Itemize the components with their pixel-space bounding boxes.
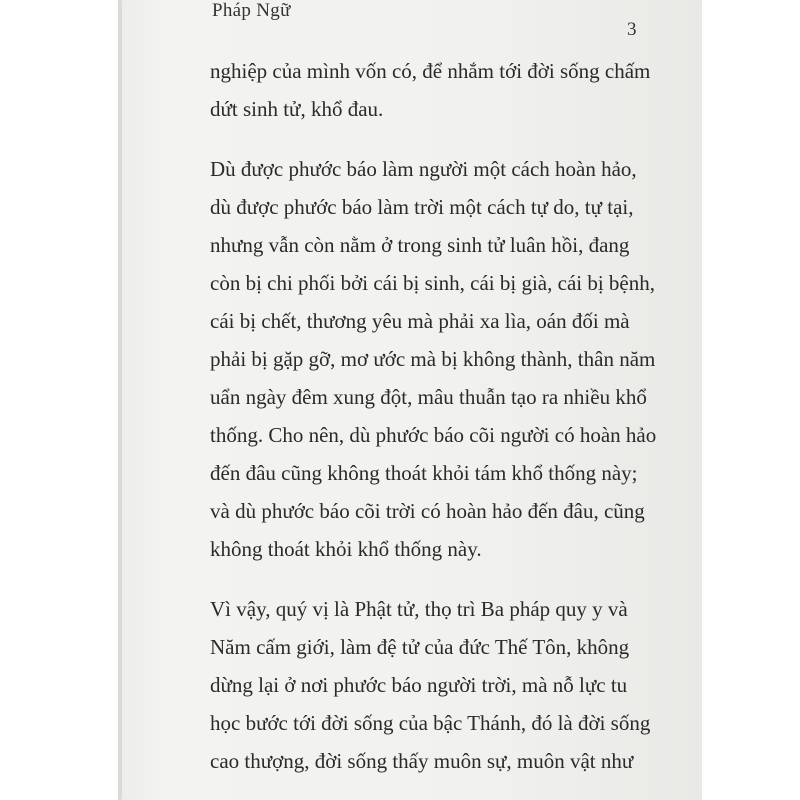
text-line: nhưng vẫn còn nằm ở trong sinh tử luân hồi, đang [210, 233, 630, 257]
text-line: Vì vậy, quý vị là Phật tử, thọ trì Ba pháp quy y và [210, 597, 628, 621]
text-line: nghiệp của mình vốn có, để nhắm tới đời sống chấm [210, 59, 651, 83]
background-left [0, 0, 118, 800]
text-line: dừng lại ở nơi phước báo người trời, mà nỗ lực tu [210, 673, 628, 697]
text-line: dù được phước báo làm trời một cách tự do, tự tại, [210, 195, 634, 219]
book-page [122, 0, 702, 800]
paragraph-1 [210, 52, 688, 128]
background-right [702, 0, 800, 800]
text-line: phải bị gặp gỡ, mơ ước mà bị không thành, thân năm [210, 347, 656, 371]
text-line: Dù được phước báo làm người một cách hoàn hảo, [210, 157, 637, 181]
body-text [210, 52, 688, 800]
text-line: uẩn ngày đêm xung đột, mâu thuẫn tạo ra nhiều khổ [210, 385, 647, 409]
text-line: còn bị chi phối bởi cái bị sinh, cái bị già, cái bị bệnh, [210, 271, 655, 295]
text-line: không thoát khỏi khổ thống này. [210, 537, 482, 561]
text-line: Năm cấm giới, làm đệ tử của đức Thế Tôn, không [210, 635, 630, 659]
paragraph-3 [210, 590, 688, 780]
text-line: và dù phước báo cõi trời có hoàn hảo đến đâu, cũng [210, 499, 645, 523]
text-line: đến đâu cũng không thoát khỏi tám khổ thống này; [210, 461, 638, 485]
paragraph-2 [210, 150, 688, 568]
text-line: cao thượng, đời sống thấy muôn sự, muôn vật như [210, 749, 634, 773]
text-line: dứt sinh tử, khổ đau. [210, 97, 384, 121]
text-line: cái bị chết, thương yêu mà phải xa lìa, oán đối mà [210, 309, 630, 333]
page-number: 3 [627, 19, 637, 40]
text-line: thống. Cho nên, dù phước báo cõi người có hoàn hảo [210, 423, 657, 447]
text-line: học bước tới đời sống của bậc Thánh, đó là đời sống [210, 711, 651, 735]
running-header: Pháp Ngữ [212, 0, 291, 21]
